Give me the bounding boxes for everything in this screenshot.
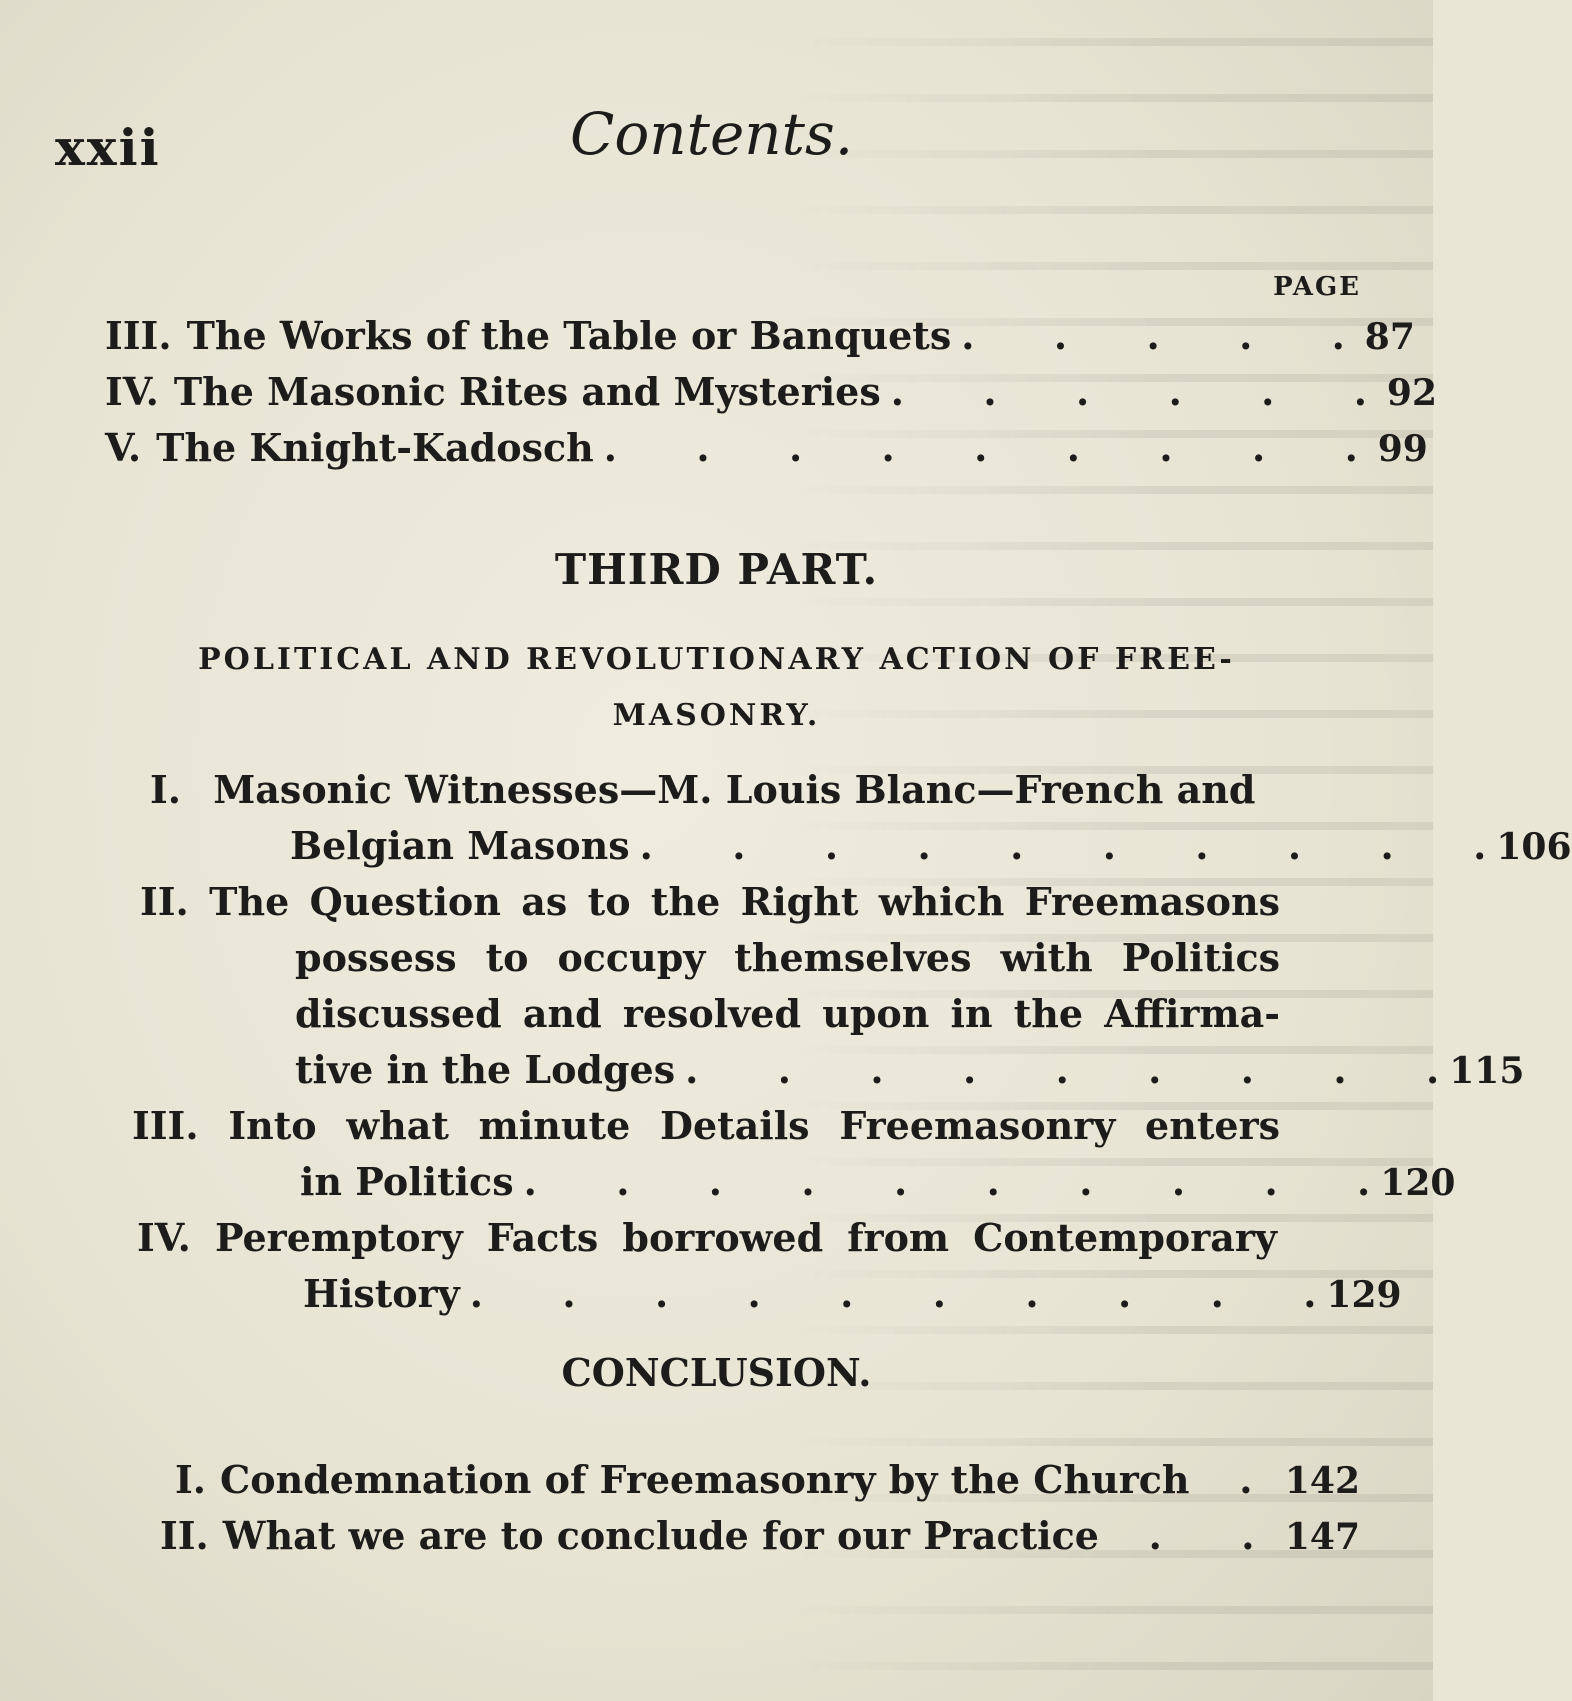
- toc-entry: [105, 308, 1415, 365]
- toc-entry-line: in Politics: [300, 1159, 514, 1204]
- part-subtitle: [0, 632, 1433, 744]
- toc-entry-line: Into what minute Details Freemasonry enters: [228, 1103, 1280, 1148]
- toc-entry-continuation: [295, 930, 1280, 986]
- toc-entry-continuation: [303, 1266, 1402, 1323]
- toc-entry-page: 92: [1386, 372, 1438, 414]
- toc-entry: [160, 1508, 1360, 1565]
- running-head: Contents.: [570, 100, 854, 168]
- dot-leader: . . . . . .: [890, 369, 1368, 414]
- toc-entry-line: History: [303, 1271, 460, 1316]
- toc-entry: [150, 762, 1280, 818]
- toc-entry-page: 99: [1377, 428, 1428, 470]
- toc-entry-page: 106: [1496, 826, 1572, 868]
- conclusion-heading: CONCLUSION.: [561, 1350, 872, 1395]
- toc-entry-line: tive in the Lodges: [295, 1047, 676, 1092]
- toc-entry-page: 115: [1449, 1050, 1525, 1092]
- page-column-label: PAGE: [1273, 272, 1361, 302]
- toc-entry-continuation: [300, 1154, 1456, 1211]
- page-folio: xxii: [55, 118, 161, 177]
- dot-leader: . . . . . . . . .: [603, 425, 1358, 470]
- toc-entry-continuation: [290, 818, 1572, 875]
- dot-leader: . . . . . . . . .: [685, 1047, 1440, 1092]
- toc-entry-number: IV.: [137, 1215, 191, 1260]
- toc-entry-line: possess to occupy themselves with Politics: [295, 935, 1280, 980]
- toc-entry-number: I.: [150, 767, 182, 812]
- toc-entry-page: 120: [1380, 1162, 1456, 1204]
- toc-entry-number: III.: [132, 1103, 199, 1148]
- toc-entry-page: 87: [1364, 316, 1415, 358]
- toc-entry-number: II.: [160, 1513, 209, 1558]
- part-subtitle-line: POLITICAL AND REVOLUTIONARY ACTION OF FREE-: [198, 642, 1235, 677]
- toc-entry-title: The Masonic Rites and Mysteries: [173, 369, 881, 414]
- toc-entry-line: Belgian Masons: [290, 823, 630, 868]
- part-heading: THIRD PART.: [554, 545, 879, 594]
- toc-entry-number: IV.: [105, 369, 159, 414]
- toc-entry-page: 129: [1326, 1274, 1402, 1316]
- toc-entry-number: II.: [140, 879, 189, 924]
- toc-entry-title: Condemnation of Freemasonry by the Church: [220, 1457, 1190, 1502]
- toc-entry: [175, 1452, 1360, 1509]
- toc-entry-continuation: [295, 986, 1280, 1042]
- dot-leader: . . . . .: [961, 313, 1345, 358]
- toc-entry-line: Masonic Witnesses—M. Louis Blanc—French and: [213, 767, 1256, 812]
- toc-entry-number: V.: [105, 425, 142, 470]
- toc-entry-title: The Works of the Table or Banquets: [186, 313, 952, 358]
- toc-entry-continuation: [295, 1042, 1525, 1099]
- toc-entry-page: 142: [1284, 1460, 1360, 1502]
- toc-entry: [137, 1210, 1277, 1266]
- dot-leader: . . . . . . . . . .: [469, 1271, 1317, 1316]
- toc-entry-line: discussed and resolved upon in the Affirma-: [295, 991, 1280, 1036]
- toc-entry-line: The Question as to the Right which Freemasons: [209, 879, 1281, 924]
- toc-entry: [132, 1098, 1280, 1154]
- toc-entry-title: The Knight-Kadosch: [156, 425, 594, 470]
- toc-entry: [140, 874, 1280, 930]
- dot-leader: . . . . . . . . . .: [639, 823, 1487, 868]
- toc-entry-page: 147: [1284, 1516, 1360, 1558]
- dot-leader: . .: [1108, 1513, 1255, 1558]
- toc-entry-number: I.: [175, 1457, 207, 1502]
- toc-entry-title: What we are to conclude for our Practice: [222, 1513, 1099, 1558]
- dot-leader: . . . . . . . . . .: [523, 1159, 1371, 1204]
- part-subtitle-line: MASONRY.: [612, 698, 821, 733]
- toc-entry-line: Peremptory Facts borrowed from Contemporary: [214, 1215, 1278, 1260]
- dot-leader: .: [1199, 1457, 1253, 1502]
- toc-entry-number: III.: [105, 313, 172, 358]
- toc-entry: [105, 364, 1438, 421]
- toc-entry: [105, 420, 1428, 477]
